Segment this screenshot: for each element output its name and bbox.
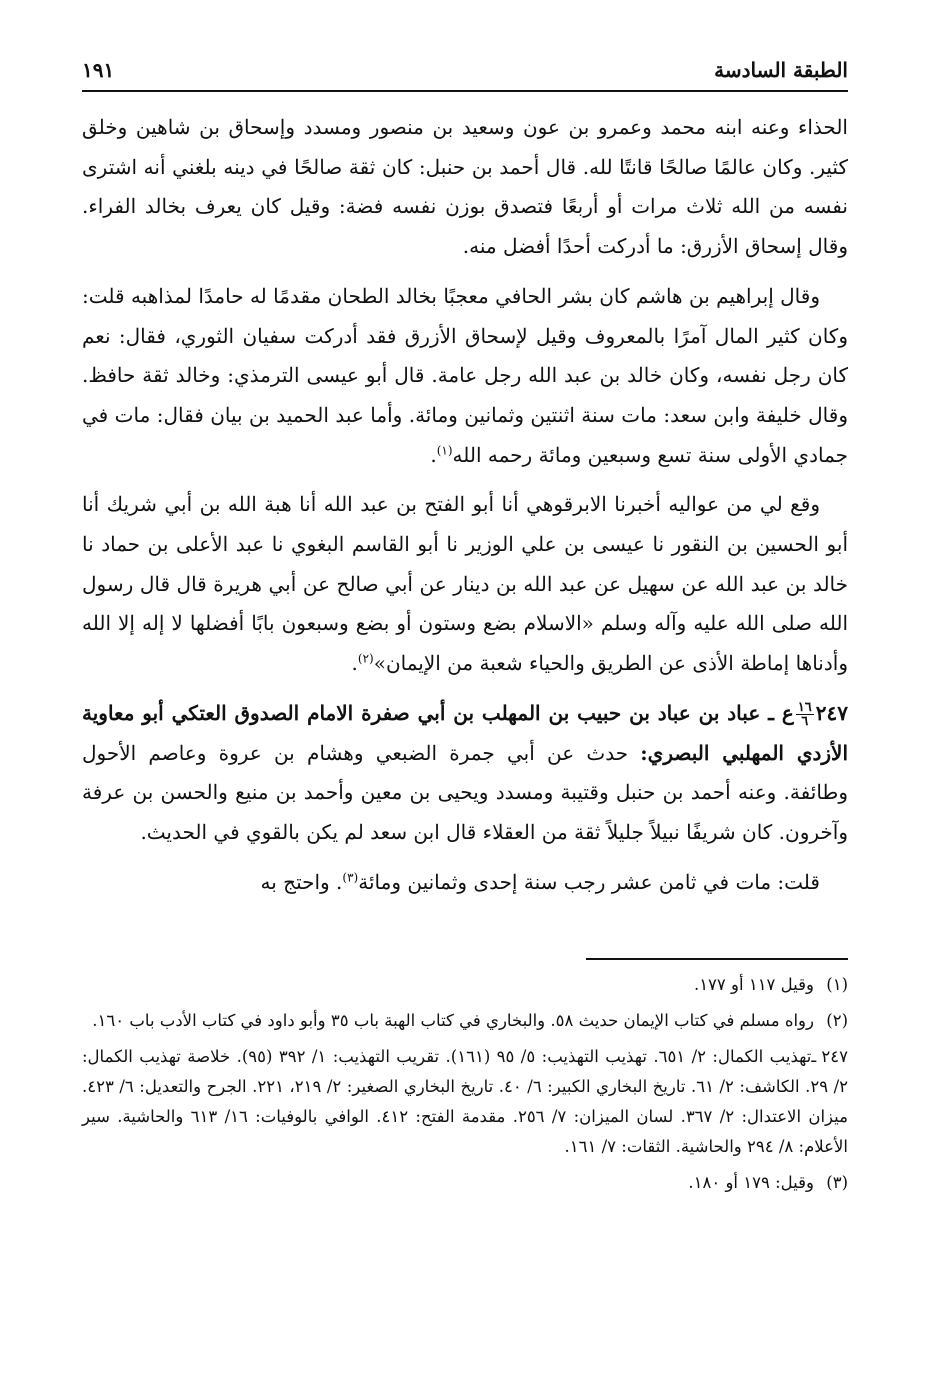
paragraph-5-text: قلت: مات في ثامن عشر رجب سنة إحدى وثمانين ومائة [358, 869, 820, 894]
paragraph-2 [82, 277, 848, 476]
footnote-3-mark: (٣) [826, 1173, 848, 1193]
paragraph-5 [82, 863, 848, 903]
footnote-sources [82, 1042, 848, 1162]
paragraph-1: الحذاء وعنه ابنه محمد وعمرو بن عون وسعيد بن منصور ومسدد وإسحاق بن شاهين وخلق كثير. وكان عالمًا صالحًا قانتًا لله. قال أحمد بن حنبل: كان ثقة صالحًا في دينه بلغني أنه اشترى نفسه من الله ثلاث مرات أو أربعًا فتصدق بوزن نفسه فضة: وقيل كان يعرف بخالد الفراء. وقال إسحاق الأزرق: ما أدركت أحدًا أفضل منه. [82, 115, 848, 259]
entry-fraction [796, 701, 814, 728]
entry-text: حدث عن أبي جمرة الضبعي وهشام بن عروة وعاصم الأحول وطائفة. وعنه أحمد بن حنبل وقتيبة ومسدد ويحيى بن معين وأحمد بن منيع والحسن بن عرفة وآخرون. كان شريفًا نبيلاً جليلاً ثقة من العقلاء قال ابن سعد لم يكن بالقوي في الحديث. [82, 740, 848, 844]
footnote-ref-2[interactable]: (٢) [357, 651, 374, 666]
footnote-rule [586, 958, 848, 960]
footnote-2-mark: (٢) [826, 1011, 848, 1031]
paragraph-3 [82, 485, 848, 684]
footnote-ref-1[interactable]: (١) [436, 442, 453, 457]
paragraph-2-text: وقال إبراهيم بن هاشم كان بشر الحافي معجبًا بخالد الطحان مقدمًا له حامدًا لمذاهبه قلت: وكان كثير المال آمرًا بالمعروف وقيل لإسحاق الأزرق فقد أدركت سفيان الثوري، فقال: نعم كان رجل نفسه، وكان خالد بن عبد الله رجل عامة. قال أبو عيسى الترمذي: وخالد ثقة حافظ. وقال خليفة وابن سعد: مات سنة اثنتين وثمانين ومائة. وأما عبد الحميد بن بيان فقال: مات في جمادي الأولى سنة تسع وسبعين ومائة رحمه الله [82, 283, 848, 467]
footnote-sources-text: تهذيب الكمال: ٢/ ٦٥١. تهذيب التهذيب: ٥/ ٩٥ (١٦١). تقريب التهذيب: ١/ ٣٩٢ (٩٥). خلاصة تهذيب الكمال: ٢/ ٢٩. الكاشف: ٢/ ٦١. تاريخ البخاري الكبير: ٦/ ٤٠. تاريخ البخاري الصغير: ٢/ ٢١٩، ٢٢١. الجرح والتعديل: ٦/ ٤٢٣. ميزان الاعتدال: ٢/ ٣٦٧. لسان الميزان: ٧/ ٢٥٦. مقدمة الفتح: ٤١٢. الوافي بالوفيات: ١٦/ ٦١٣ والحاشية. سير الأعلام: ٨/ ٢٩٤ والحاشية. الثقات: ٧/ ١٦١. [82, 1047, 849, 1157]
footnote-3-text: وقيل: ١٧٩ أو ١٨٠. [688, 1173, 814, 1193]
header-rule [82, 90, 848, 92]
book-page [82, 48, 848, 1204]
entry-number: ٢٤٧ [815, 700, 848, 725]
paragraph-3-end: . [351, 651, 358, 676]
entry-fraction-numerator: ١٦ [797, 699, 812, 715]
entry-fraction-denominator: ٦ [801, 713, 809, 729]
footnote-ref-3[interactable]: (٣) [342, 870, 359, 884]
footnote-1-mark: (١) [826, 975, 848, 995]
page-number: ١٩١ [82, 58, 115, 82]
footnote-1 [82, 970, 848, 1000]
footnote-sources-mark: ٢٤٧ ـ [811, 1047, 848, 1067]
running-header [82, 48, 848, 90]
paragraph-3-text: وقع لي من عواليه أخبرنا الابرقوهي أنا أبو الفتح بن عبد الله أنا هبة الله بن أبي شريك أنا أبو الحسين بن النقور نا عيسى بن علي الوزير نا أبو القاسم البغوي نا عبد الأعلى بن حماد نا خالد بن عبد الله عن سهيل عن عبد الله بن دينار عن أبي صالح عن أبي هريرة قال قال رسول الله صلى الله عليه وآله وسلم «الاسلام بضع وستون أو بضع وسبعون بابًا أفضلها لا إله إلا الله وأدناها إماطة الأذى عن الطريق والحياء شعبة من الإيمان» [82, 492, 848, 676]
paragraph-2-end: . [430, 442, 437, 467]
biography-entry [82, 694, 848, 853]
footnote-3 [82, 1168, 848, 1198]
footnote-1-text: وقيل ١١٧ أو ١٧٧. [693, 975, 814, 995]
footnote-2-text: رواه مسلم في كتاب الإيمان حديث ٥٨. والبخاري في كتاب الهبة باب ٣٥ وأبو داود في كتاب الأدب باب ١٦٠. [92, 1011, 814, 1031]
chapter-title: الطبقة السادسة [714, 58, 848, 82]
paragraph-5-end: . واحتج به [260, 869, 343, 894]
entry-heading: ع ـ عباد بن عباد بن حبيب بن المهلب بن أبي صفرة الامام الصدوق العتكي أبو معاوية الأزدي المهلبي البصري: [82, 700, 849, 765]
footnote-2 [82, 1006, 848, 1036]
footnotes [82, 970, 848, 1198]
